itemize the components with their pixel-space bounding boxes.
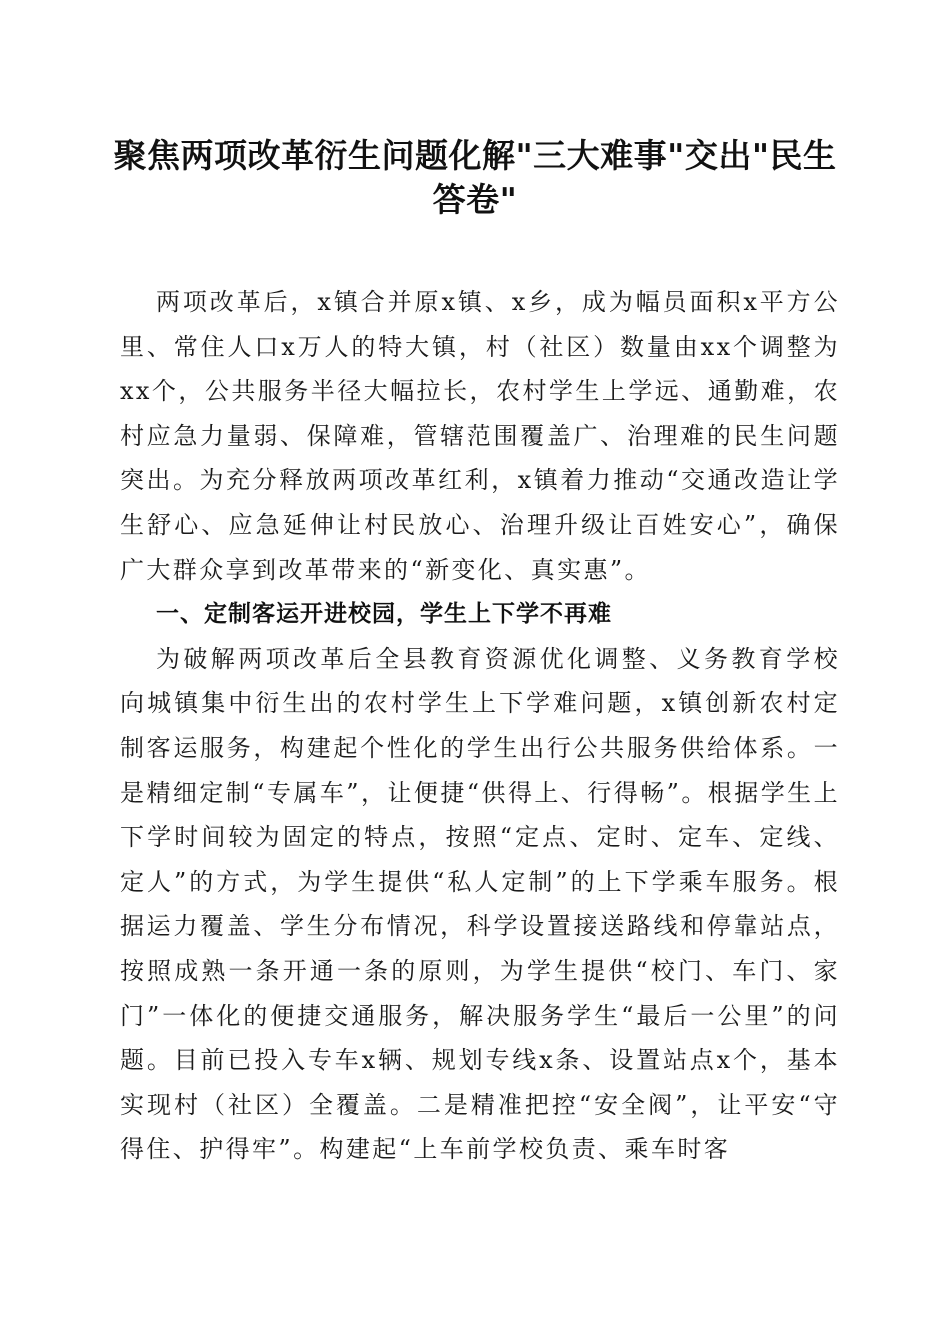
section-1-paragraph: 为破解两项改革后全县教育资源优化调整、义务教育学校向城镇集中衍生出的农村学生上下学难问题，x镇创新农村定制客运服务，构建起个性化的学生出行公共服务供给体系。一是精细定制“专属车”，让便捷“供得上、行得畅”。根据学生上下学时间较为固定的特点，按照“定点、定时、定车、定线、定人”的方式，为学生提供“私人定制”的上下学乘车服务。根据运力覆盖、学生分布情况，科学设置接送路线和停靠站点，按照成熟一条开通一条的原则，为学生提供“校门、车门、家门”一体化的便捷交通服务，解决服务学生“最后一公里”的问题。目前已投入专车x辆、规划专线x条、设置站点x个，基本实现村（社区）全覆盖。二是精准把控“安全阀”，让平安“守得住、护得牢”。构建起“上车前学校负责、乘车时客 (120, 644, 840, 1164)
document-body (120, 280, 840, 1172)
document-title: 聚焦两项改革衍生问题化解"三大难事"交出"民生答卷" (113, 136, 837, 219)
section-heading-1: 一、定制客运开进校园，学生上下学不再难 (156, 601, 612, 628)
intro-paragraph: 两项改革后，x镇合并原x镇、x乡，成为幅员面积x平方公里、常住人口x万人的特大镇，村（社区）数量由xx个调整为xx个，公共服务半径大幅拉长，农村学生上学远、通勤难，农村应急力量弱、保障难，管辖范围覆盖广、治理难的民生问题突出。为充分释放两项改革红利，x镇着力推动“交通改造让学生舒心、应急延伸让村民放心、治理升级让百姓安心”，确保广大群众享到改革带来的“新变化、真实惠”。 (120, 288, 840, 584)
